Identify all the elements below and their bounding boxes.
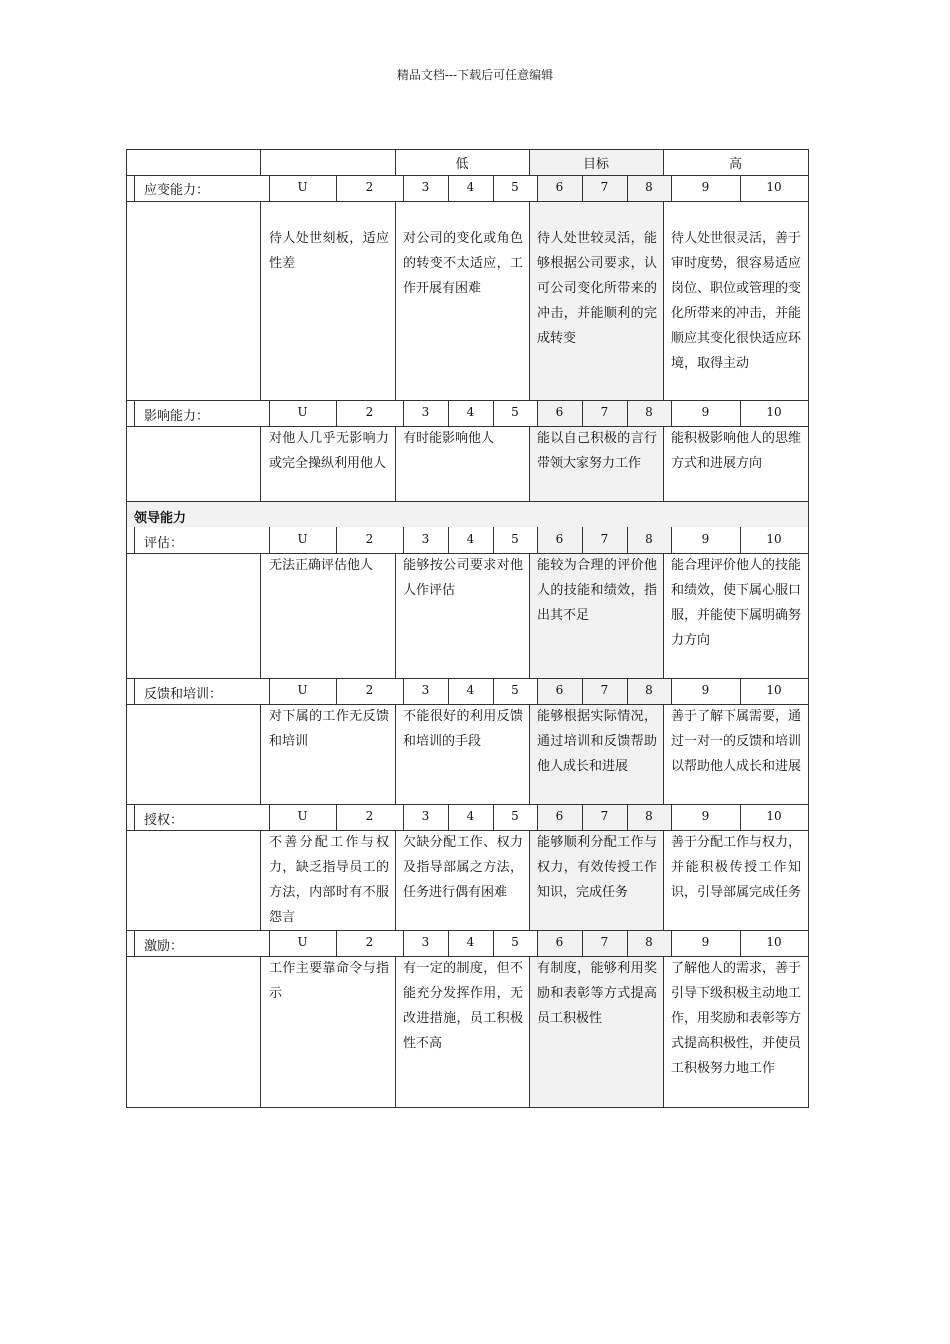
level-description: 能够按公司要求对他人作评估 <box>403 558 523 598</box>
scale-number: 9 <box>701 405 710 419</box>
level-description: 对下属的工作无反馈和培训 <box>269 709 389 749</box>
scale-number: U <box>297 532 308 546</box>
scale-number: 3 <box>421 180 430 194</box>
table-rule <box>808 930 809 956</box>
table-rule <box>529 553 530 678</box>
scale-number: 9 <box>701 935 710 949</box>
table-rule <box>134 678 135 704</box>
table-rule <box>126 527 127 553</box>
scale-number: U <box>297 683 308 697</box>
table-rule <box>808 804 809 830</box>
table-rule <box>529 956 530 1107</box>
table-rule <box>126 956 127 1107</box>
table-rule <box>663 830 664 930</box>
scale-number: 2 <box>365 532 374 546</box>
competency-label: 应变能力： <box>144 183 210 198</box>
table-rule <box>808 149 809 175</box>
level-description: 善于了解下属需要，通过一对一的反馈和培训以帮助他人成长和进展 <box>671 709 802 774</box>
table-rule <box>260 426 261 501</box>
table-rule <box>134 804 135 830</box>
scale-number: 6 <box>555 405 564 419</box>
scale-number: 9 <box>701 683 710 697</box>
scale-number: U <box>297 405 308 419</box>
table-rule <box>126 501 809 502</box>
scale-number: 6 <box>555 809 564 823</box>
table-rule <box>260 149 261 175</box>
table-rule <box>126 201 127 400</box>
scale-number: U <box>297 809 308 823</box>
competency-label: 影响能力： <box>144 409 210 424</box>
scale-number: 6 <box>555 935 564 949</box>
level-description: 对他人几乎无影响力或完全操纵利用他人 <box>269 431 389 471</box>
scale-number: 7 <box>600 935 609 949</box>
scale-number: 5 <box>511 532 519 546</box>
scale-number: 9 <box>701 809 710 823</box>
table-rule <box>126 426 127 501</box>
table-rule <box>126 930 127 956</box>
page-header: 精品文档---下载后可任意编辑 <box>396 68 554 82</box>
level-description: 能积极影响他人的思维方式和进展方向 <box>671 431 802 471</box>
table-rule <box>126 149 808 150</box>
scale-number: U <box>297 180 308 194</box>
table-rule <box>126 678 809 679</box>
table-rule <box>126 149 127 175</box>
table-rule <box>808 201 809 400</box>
scale-number: 5 <box>511 405 519 419</box>
scale-target-label: 目标 <box>582 157 609 172</box>
scale-number: 4 <box>466 935 475 949</box>
table-rule <box>126 553 127 678</box>
table-rule <box>395 956 396 1107</box>
scale-number: 3 <box>421 935 430 949</box>
table-rule <box>126 400 127 426</box>
table-rule <box>126 704 135 705</box>
table-rule <box>134 930 135 956</box>
table-rule <box>260 956 261 1107</box>
scale-number: 4 <box>466 532 475 546</box>
table-rule <box>529 201 530 400</box>
level-description: 对公司的变化或角色的转变不太适应，工作开展有困难 <box>403 231 523 296</box>
level-description: 不能很好的利用反馈和培训的手段 <box>403 709 523 749</box>
scale-number: 8 <box>645 532 653 546</box>
table-rule <box>260 553 261 678</box>
scale-number: 4 <box>466 809 475 823</box>
table-rule <box>663 553 664 678</box>
table-rule <box>529 426 530 501</box>
level-description: 了解他人的需求，善于引导下级积极主动地工作，用奖励和表彰等方式提高积极性，并使员工积极努力地工作 <box>671 961 802 1076</box>
table-rule <box>395 426 396 501</box>
scale-number: 3 <box>421 809 430 823</box>
table-rule <box>126 830 135 831</box>
scale-number: 5 <box>511 935 519 949</box>
scale-number: 9 <box>701 532 710 546</box>
table-rule <box>260 704 261 804</box>
scale-number: 5 <box>511 809 519 823</box>
competency-label: 评估： <box>144 536 184 551</box>
level-description: 能以自己积极的言行带领大家努力工作 <box>537 431 657 471</box>
scale-number: 5 <box>511 180 519 194</box>
table-rule <box>134 201 809 202</box>
scale-number: 7 <box>600 180 609 194</box>
scale-number: 8 <box>645 935 653 949</box>
table-rule <box>808 527 809 553</box>
table-rule <box>663 956 664 1107</box>
table-rule <box>134 830 809 831</box>
table-rule <box>663 426 664 501</box>
competency-label: 激励： <box>144 939 184 954</box>
table-rule <box>134 956 809 957</box>
table-rule <box>126 704 127 804</box>
level-description: 有制度，能够利用奖励和表彰等方式提高员工积极性 <box>537 961 657 1026</box>
scale-high-label: 高 <box>728 157 742 172</box>
level-description: 有一定的制度，但不能充分发挥作用，无改进措施，员工积极性不高 <box>403 961 523 1051</box>
level-description: 无法正确评估他人 <box>269 558 374 573</box>
scale-low-label: 低 <box>455 157 469 172</box>
table-rule <box>808 678 809 704</box>
table-rule <box>126 678 127 704</box>
level-description: 不善分配工作与权力，缺乏指导员工的方法，内部时有不服怨言 <box>269 835 389 925</box>
scale-number: 10 <box>766 180 782 194</box>
scale-number: 8 <box>645 809 653 823</box>
scale-number: 2 <box>365 809 374 823</box>
table-rule <box>529 704 530 804</box>
table-rule <box>260 830 261 930</box>
table-rule <box>808 553 809 678</box>
table-rule <box>126 1107 809 1108</box>
level-description: 能较为合理的评价他人的技能和绩效，指出其不足 <box>537 558 657 623</box>
level-description: 能合理评价他人的技能和绩效，使下属心服口服，并能使下属明确努力方向 <box>671 558 802 648</box>
table-rule <box>126 501 127 527</box>
table-rule <box>808 426 809 501</box>
table-rule <box>126 201 135 202</box>
table-rule <box>529 149 530 175</box>
scale-number: 2 <box>365 935 374 949</box>
scale-number: 6 <box>555 532 564 546</box>
table-rule <box>808 501 809 527</box>
table-rule <box>808 830 809 930</box>
table-rule <box>663 704 664 804</box>
scale-number: 8 <box>645 180 653 194</box>
scale-number: 10 <box>766 935 782 949</box>
level-description: 待人处世较灵活，能够根据公司要求，认可公司变化所带来的冲击，并能顺利的完成转变 <box>537 231 657 346</box>
table-rule <box>134 175 135 201</box>
table-rule <box>134 400 135 426</box>
competency-label: 授权： <box>144 813 184 828</box>
scale-number: 4 <box>466 180 475 194</box>
scale-number: 5 <box>511 683 519 697</box>
table-rule <box>126 400 809 401</box>
scale-number: 4 <box>466 683 475 697</box>
table-rule <box>126 956 135 957</box>
scale-number: 7 <box>600 532 609 546</box>
table-rule <box>260 201 261 400</box>
table-rule <box>808 704 809 804</box>
table-rule <box>134 426 809 427</box>
section-title: 领导能力 <box>134 511 187 526</box>
table-rule <box>808 400 809 426</box>
scale-number: 9 <box>701 180 710 194</box>
table-rule <box>134 527 135 553</box>
scale-number: 7 <box>600 809 609 823</box>
table-rule <box>395 704 396 804</box>
table-rule <box>395 830 396 930</box>
scale-number: 2 <box>365 683 374 697</box>
level-description: 能够顺利分配工作与权力，有效传授工作知识，完成任务 <box>537 835 657 900</box>
scale-number: 3 <box>421 532 430 546</box>
table-rule <box>126 553 135 554</box>
scale-number: 3 <box>421 405 430 419</box>
level-description: 待人处世刻板，适应性差 <box>269 231 389 271</box>
table-rule <box>126 804 809 805</box>
table-rule <box>808 175 809 201</box>
scale-number: 7 <box>600 683 609 697</box>
scale-number: 8 <box>645 405 653 419</box>
table-rule <box>395 553 396 678</box>
target-band-shading <box>126 501 808 527</box>
scale-number: 6 <box>555 683 564 697</box>
table-rule <box>529 830 530 930</box>
level-description: 有时能影响他人 <box>403 431 495 446</box>
scale-number: 10 <box>766 405 782 419</box>
scale-number: 6 <box>555 180 564 194</box>
level-description: 能够根据实际情况，通过培训和反馈帮助他人成长和进展 <box>537 709 657 774</box>
table-rule <box>808 956 809 1107</box>
table-rule <box>126 930 809 931</box>
scale-number: 2 <box>365 405 374 419</box>
scale-number: 10 <box>766 683 782 697</box>
level-description: 欠缺分配工作、权力及指导部属之方法，任务进行偶有困难 <box>403 835 523 900</box>
table-rule <box>395 149 396 175</box>
table-rule <box>395 201 396 400</box>
scale-number: 10 <box>766 809 782 823</box>
level-description: 待人处世很灵活，善于审时度势，很容易适应岗位、职位或管理的变化所带来的冲击，并能顺应其变化很快适应环境，取得主动 <box>671 231 802 371</box>
table-rule <box>663 201 664 400</box>
scale-number: 3 <box>421 683 430 697</box>
level-description: 工作主要靠命令与指示 <box>269 961 389 1001</box>
table-rule <box>126 175 127 201</box>
scale-number: U <box>297 935 308 949</box>
table-rule <box>663 149 664 175</box>
table-rule <box>126 175 809 176</box>
scale-number: 10 <box>766 532 782 546</box>
level-description: 善于分配工作与权力，并能积极传授工作知识，引导部属完成任务 <box>671 835 802 900</box>
scale-number: 2 <box>365 180 374 194</box>
scale-number: 8 <box>645 683 653 697</box>
table-rule <box>134 704 809 705</box>
table-rule <box>126 426 135 427</box>
table-rule <box>126 830 127 930</box>
scale-number: 7 <box>600 405 609 419</box>
table-rule <box>126 804 127 830</box>
table-rule <box>134 553 809 554</box>
scale-number: 4 <box>466 405 475 419</box>
competency-label: 反馈和培训： <box>144 687 223 702</box>
